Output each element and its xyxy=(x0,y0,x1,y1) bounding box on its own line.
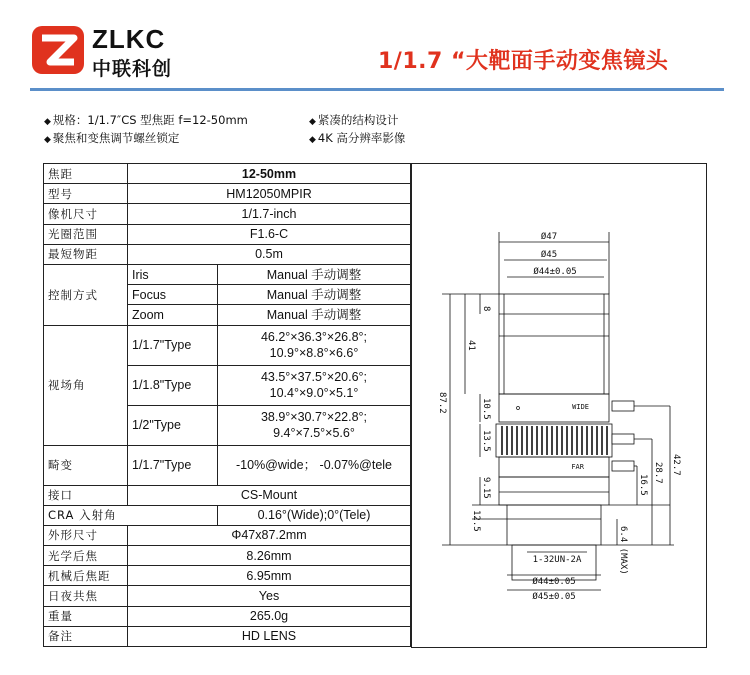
spec-value: 38.9°×30.7°×22.8°; 9.4°×7.5°×5.6° xyxy=(218,405,411,445)
spec-value: Manual 手动调整 xyxy=(218,305,411,325)
table-row xyxy=(44,525,411,545)
spec-label: 焦距 xyxy=(44,164,128,184)
spec-value: Yes xyxy=(128,586,411,606)
spec-label: CRA 入射角 xyxy=(44,505,218,525)
table-row xyxy=(44,445,411,485)
table-row xyxy=(44,566,411,586)
logo-mark-icon xyxy=(30,24,86,76)
table-row xyxy=(44,244,411,264)
table-row xyxy=(44,204,411,224)
dim-h87-2: 87.2 xyxy=(437,392,447,414)
table-row xyxy=(44,485,411,505)
feature-item: ◆ 聚焦和变焦调节螺丝锁定 xyxy=(44,131,180,145)
far-label: FAR xyxy=(571,463,584,471)
spec-label: 重量 xyxy=(44,606,128,626)
dim-d47: Ø47 xyxy=(540,232,558,242)
spec-value: CS-Mount xyxy=(128,485,411,505)
dim-d45-bottom: Ø45±0.05 xyxy=(532,592,576,602)
lens-drawing-svg xyxy=(412,164,708,649)
spec-value: F1.6-C xyxy=(128,224,411,244)
dim-h9-15: 9.15 xyxy=(481,477,491,499)
page-title: 1/1.7 “大靶面手动变焦镜头 xyxy=(378,49,669,74)
spec-sublabel: 1/1.7"Type xyxy=(128,445,218,485)
table-row xyxy=(44,586,411,606)
spec-label: 像机尺寸 xyxy=(44,204,128,224)
table-row xyxy=(44,546,411,566)
spec-label: 型号 xyxy=(44,184,128,204)
spec-sublabel: 1/1.8"Type xyxy=(128,365,218,405)
spec-label: 外形尺寸 xyxy=(44,525,128,545)
spec-value: Φ47x87.2mm xyxy=(128,525,411,545)
diamond-bullet-icon: ◆ xyxy=(309,117,316,127)
spec-label: 视场角 xyxy=(44,325,128,445)
spec-value: 0.5m xyxy=(128,244,411,264)
diamond-bullet-icon: ◆ xyxy=(309,135,316,145)
header-divider xyxy=(30,88,724,91)
table-row xyxy=(44,626,411,646)
spec-sublabel: Iris xyxy=(128,264,218,284)
spec-value: Manual 手动调整 xyxy=(218,285,411,305)
spec-value: 265.0g xyxy=(128,606,411,626)
spec-label: 控制方式 xyxy=(44,264,128,325)
spec-value: 46.2°×36.3°×26.8°; 10.9°×8.8°×6.6° xyxy=(218,325,411,365)
wide-label: WIDE xyxy=(572,403,589,411)
table-row xyxy=(44,164,411,184)
spec-label: 接口 xyxy=(44,485,128,505)
feature-item: ◆ 4K 高分辨率影像 xyxy=(309,131,406,145)
table-row xyxy=(44,325,411,365)
feature-item: ◆ 紧凑的结构设计 xyxy=(309,113,399,127)
dim-d45: Ø45 xyxy=(540,250,558,260)
spec-sublabel: Zoom xyxy=(128,305,218,325)
lens-drawing xyxy=(411,163,707,648)
dim-max: 6.4 (MAX) xyxy=(618,526,628,575)
diamond-bullet-icon: ◆ xyxy=(44,135,51,145)
table-row xyxy=(44,606,411,626)
spec-sublabel: 1/2"Type xyxy=(128,405,218,445)
dim-h41: 41 xyxy=(466,340,476,351)
dim-thread: 1-32UN-2A xyxy=(532,555,582,565)
dim-d44: Ø44±0.05 xyxy=(533,267,577,277)
spec-table xyxy=(43,163,411,647)
dim-h28-7: 28.7 xyxy=(653,462,663,484)
spec-value: 8.26mm xyxy=(128,546,411,566)
spec-label: 光圈范围 xyxy=(44,224,128,244)
dim-h12-5: 12.5 xyxy=(471,510,481,532)
spec-value: 43.5°×37.5°×20.6°; 10.4°×9.0°×5.1° xyxy=(218,365,411,405)
dim-h10-5: 10.5 xyxy=(481,398,491,420)
diamond-bullet-icon: ◆ xyxy=(44,117,51,127)
spec-label: 畸变 xyxy=(44,445,128,485)
spec-value: HD LENS xyxy=(128,626,411,646)
table-row xyxy=(44,224,411,244)
spec-sublabel: 1/1.7"Type xyxy=(128,325,218,365)
table-row xyxy=(44,184,411,204)
spec-label: 备注 xyxy=(44,626,128,646)
spec-label: 最短物距 xyxy=(44,244,128,264)
spec-value: 0.16°(Wide);0°(Tele) xyxy=(218,505,411,525)
feature-item: ◆ 规格：1/1.7″CS 型焦距 f=12-50mm xyxy=(44,113,248,127)
spec-label: 光学后焦 xyxy=(44,546,128,566)
header xyxy=(0,0,750,95)
spec-value: HM12050MPIR xyxy=(128,184,411,204)
spec-label: 机械后焦距 xyxy=(44,566,128,586)
spec-value: 1/1.7-inch xyxy=(128,204,411,224)
spec-value: Manual 手动调整 xyxy=(218,264,411,284)
spec-value: -10%@wide； -0.07%@tele xyxy=(218,445,411,485)
dim-h13-5: 13.5 xyxy=(481,430,491,452)
dim-h42-7: 42.7 xyxy=(671,454,681,476)
dim-h8: 8 xyxy=(481,306,491,312)
spec-label: 日夜共焦 xyxy=(44,586,128,606)
dim-d44-bottom: Ø44±0.05 xyxy=(532,577,576,587)
dim-h16-5: 16.5 xyxy=(638,474,648,496)
spec-value: 6.95mm xyxy=(128,566,411,586)
brand-name-cn: 中联科创 xyxy=(92,58,173,80)
spec-sublabel: Focus xyxy=(128,285,218,305)
brand-logo xyxy=(30,22,190,82)
brand-name-en: ZLKC xyxy=(92,24,166,54)
table-row xyxy=(44,264,411,284)
spec-value: 12-50mm xyxy=(128,164,411,184)
table-row xyxy=(44,505,411,525)
